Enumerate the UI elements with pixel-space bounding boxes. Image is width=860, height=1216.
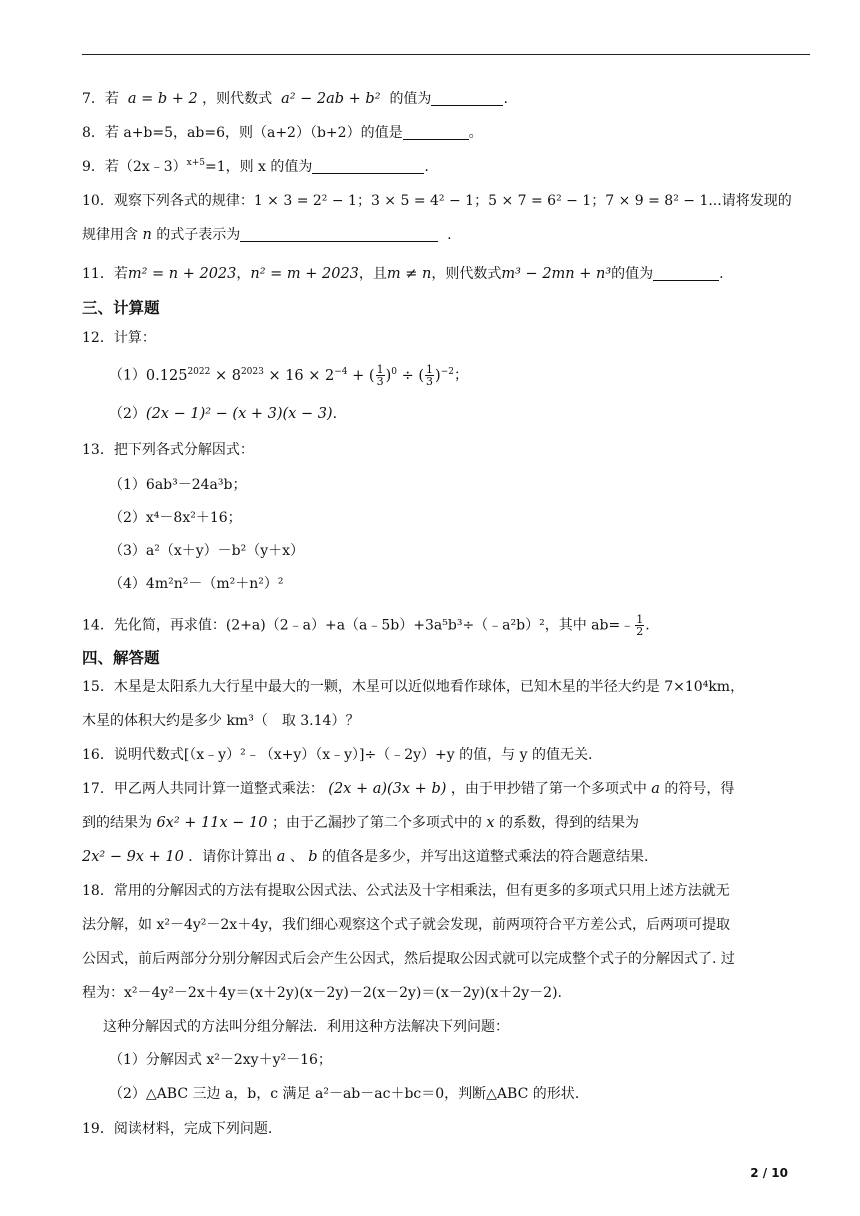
q17-var-a: a — [651, 781, 660, 797]
question-16: 16．说明代数式[（x﹣y）²﹣（x+y）（x﹣y）]÷（﹣2y）+y 的值，与 y 的值无关. — [82, 747, 593, 763]
question-17-line-1 — [82, 779, 734, 799]
q12-exp-g: −2 — [440, 366, 454, 377]
question-12-part-2 — [109, 404, 337, 424]
question-18-line-1: 18．常用的分解因式的方法有提取公因式法、公式法及十字相乘法，但有更多的多项式只用上述方法就无 — [82, 883, 730, 899]
q17-text-6: 的系数，得到的结果为 — [499, 815, 640, 831]
page-number: 2 / 10 — [750, 1166, 788, 1180]
q12-fraction-2-den: 3 — [426, 375, 434, 388]
question-18-part-2: （2）△ABC 三边 a，b，c 满足 a²－ab－ac＋bc＝0，判断△ABC 的形状. — [109, 1086, 580, 1102]
q9-text: =1，则 x 的值为 — [204, 159, 313, 175]
q12-fraction-1 — [376, 364, 385, 387]
q10-rule-text-2: 的式子表示为 — [156, 227, 241, 243]
q9-period: . — [424, 159, 429, 175]
q12-exp-b: 2023 — [240, 366, 264, 377]
q12-part-1-label: （1） — [109, 367, 146, 384]
question-14 — [82, 614, 650, 637]
q9-answer-blank[interactable] — [312, 159, 424, 174]
question-11 — [82, 264, 724, 284]
q17-result-1: 6x² + 11x − 10 — [156, 815, 268, 831]
question-12-part-1 — [109, 364, 468, 387]
q10-text: 10．观察下列各式的规律：1 × 3 = 2² − 1；3 × 5 = 4² − 1；5 × 7 = 6² − 1；7 × 9 = 8² − 1...请将发现的 — [82, 193, 792, 209]
q12-term-f: ÷ ( — [396, 367, 425, 384]
q8-text: 8．若 a+b=5，ab=6，则（a+2）（b+2）的值是 — [82, 125, 403, 141]
q10-variable: n — [142, 227, 152, 243]
q14-period: . — [645, 617, 650, 634]
q17-text-2: ，由于甲抄错了第一个多项式中 — [450, 781, 647, 797]
q12-part-1-end: ； — [453, 367, 468, 384]
question-17-line-3 — [82, 847, 648, 867]
q7-number: 7．若 — [82, 91, 119, 107]
q11-equation-2: n² = m + 2023 — [250, 266, 359, 282]
header-rule — [82, 54, 810, 55]
q11-condition: m ≠ n — [386, 266, 432, 282]
q12-fraction-1-num: 1 — [376, 363, 384, 376]
q12-part-1-expression — [145, 363, 454, 388]
section-heading-calculation: 三、计算题 — [82, 299, 160, 317]
q11-and: ，且 — [358, 266, 387, 282]
q12-part-2-label: （2） — [109, 406, 146, 422]
question-18-line-4: 程为：x²－4y²－2x＋4y＝(x＋2y)(x－2y)－2(x－2y)＝(x－2y)(x＋2y－2). — [82, 985, 562, 1001]
q10-rule-text: 规律用含 — [82, 227, 138, 243]
question-18-part-1: （1）分解因式 x²－2xy＋y²－16； — [109, 1052, 332, 1068]
question-10-line-2 — [82, 225, 452, 245]
question-7 — [82, 89, 508, 109]
q11-equation-1: m² = n + 2023 — [127, 266, 237, 282]
question-13-part-2: （2）x⁴－8x²＋16； — [109, 510, 242, 526]
q12-term-d: + ( — [347, 367, 375, 384]
q17-text-5: ；由于乙漏抄了第二个多项式中的 — [271, 815, 482, 831]
q12-fraction-2-num: 1 — [426, 363, 434, 376]
q17-var-a-2: a — [276, 849, 286, 865]
q12-term-e: ) — [385, 367, 392, 384]
q12-part-2-end: . — [332, 406, 338, 422]
q10-period: . — [447, 227, 452, 243]
q7-condition: a = b + 2 — [127, 91, 198, 107]
q7-expression: a² − 2ab + b² — [281, 91, 381, 107]
q17-result-2: 2x² − 9x + 10 — [82, 849, 184, 865]
question-19: 19．阅读材料，完成下列问题. — [82, 1121, 273, 1137]
question-18-line-5: 这种分解因式的方法叫分组分解法．利用这种方法解决下列问题： — [103, 1019, 509, 1035]
q7-answer-blank[interactable] — [431, 91, 503, 106]
q11-tail: 的值为 — [611, 266, 654, 282]
q12-term-g: ) — [435, 367, 441, 384]
q10-answer-blank[interactable] — [240, 227, 438, 242]
q17-text-4: 到的结果为 — [82, 815, 152, 831]
q7-period: . — [503, 91, 508, 107]
question-12-title: 12．计算： — [82, 330, 156, 346]
q14-fraction-num: 1 — [636, 613, 644, 626]
q17-var-x: x — [486, 815, 495, 831]
q12-fraction-1-den: 3 — [376, 375, 384, 388]
question-18-line-2: 法分解，如 x²－4y²－2x＋4y，我们细心观察这个式子就会发现，前两项符合平方差公式，后两项可提取 — [82, 917, 731, 933]
q12-exp-e: 0 — [391, 366, 397, 377]
q17-text-1: 17．甲乙两人共同计算一道整式乘法： — [82, 781, 324, 797]
q11-separator: ， — [236, 266, 251, 282]
question-13-part-1: （1）6ab³－24a³b； — [109, 477, 247, 493]
q11-text: ，则代数式 — [431, 266, 502, 282]
question-15-line-1: 15．木星是太阳系九大行星中最大的一颗，木星可以近似地看作球体，已知木星的半径大约是 7×10⁴km， — [82, 679, 745, 695]
q8-period: 。 — [468, 125, 483, 141]
q7-tail: 的值为 — [389, 91, 432, 107]
q8-answer-blank[interactable] — [403, 125, 469, 140]
question-13-title: 13．把下列各式分解因式： — [82, 442, 254, 458]
q12-term-c: × 16 × 2 — [263, 367, 335, 384]
q11-prefix: 11．若 — [82, 266, 128, 282]
q17-text-8: 的值各是多少，并写出这道整式乘法的符合题意结果. — [322, 849, 649, 865]
q11-expression: m³ − 2mn + n³ — [501, 266, 612, 282]
q14-fraction — [635, 614, 644, 637]
q12-exp-c: −4 — [334, 366, 348, 377]
question-9 — [82, 157, 429, 177]
q12-term-b: × 8 — [210, 367, 241, 384]
q9-base: 9．若（2x﹣3） — [82, 159, 187, 175]
q14-fraction-den: 2 — [636, 625, 644, 638]
q14-text: 14．先化简，再求值：(2+a)（2﹣a）+a（a﹣5b）+3a⁵b³÷（﹣a²b）²，其中 ab=﹣ — [82, 617, 635, 634]
q17-var-b: b — [308, 849, 318, 865]
q17-text-3: 的符号，得 — [664, 781, 735, 797]
q12-part-2-expression: (2x − 1)² − (x + 3)(x − 3) — [145, 406, 333, 422]
question-15-line-2: 木星的体积大约是多少 km³（ 取 3.14）？ — [82, 713, 360, 729]
q17-text-7: ．请你计算出 — [188, 849, 273, 865]
question-8 — [82, 123, 483, 143]
q11-period: . — [719, 266, 724, 282]
q12-exp-a: 2022 — [187, 366, 211, 377]
question-13-part-3: （3）a²（x＋y）－b²（y＋x） — [109, 543, 305, 559]
q9-exponent: x+5 — [186, 158, 205, 168]
q7-text: ，则代数式 — [202, 91, 273, 107]
q11-answer-blank[interactable] — [653, 266, 719, 281]
q12-fraction-2 — [425, 364, 434, 387]
section-heading-answers: 四、解答题 — [82, 649, 160, 667]
question-18-line-3: 公因式，前后两部分分别分解因式后会产生公因式，然后提取公因式就可以完成整个式子的分解因式了. 过 — [82, 951, 735, 967]
question-13-part-4: （4）4m²n²－（m²＋n²）² — [109, 576, 284, 592]
q17-separator: 、 — [289, 849, 304, 865]
question-10-line-1 — [82, 191, 792, 211]
q17-expression: (2x + a)(3x + b) — [328, 781, 447, 797]
q12-term-a: 0.125 — [145, 367, 188, 384]
question-17-line-2 — [82, 813, 639, 833]
